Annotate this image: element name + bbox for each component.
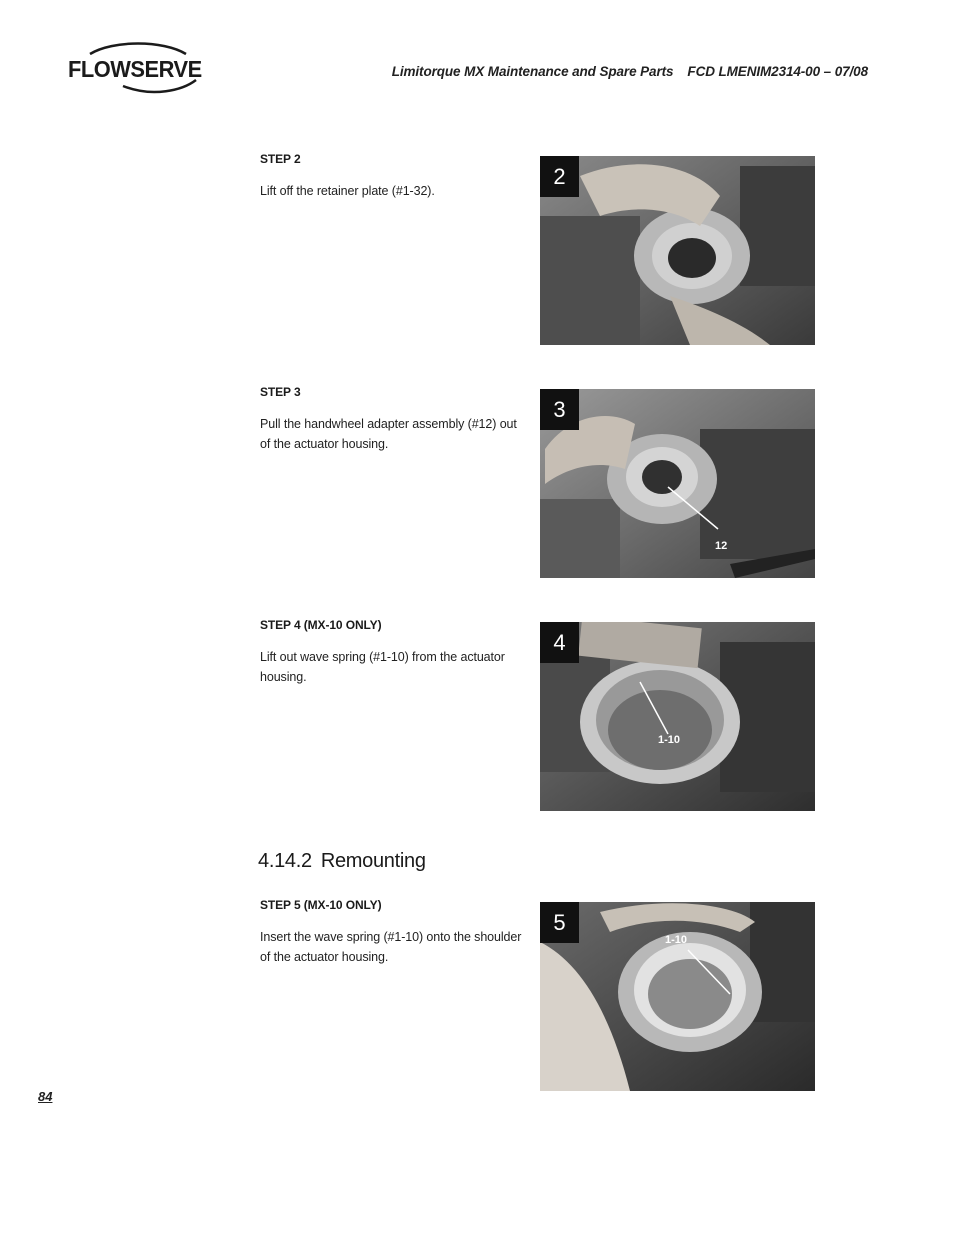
step-4-callout: 1-10 [658,734,681,746]
step-3-photo-number: 3 [540,389,579,430]
step-5-heading: STEP 5 (MX-10 ONLY) [260,898,382,912]
logo-text: FLOWSERVE [68,56,202,82]
step-2-heading: STEP 2 [260,152,301,166]
step-5-callout: 1-10 [665,934,688,946]
step-2-text: Lift off the retainer plate (#1-32). [260,184,435,198]
section-heading: Remounting [320,850,426,872]
step-5-text: Insert the wave spring (#1-10) onto the shoulder of the actuator housing. [260,930,522,964]
step-5-photo [540,902,815,1091]
flowserve-logo [68,42,208,94]
doc-title: Limitorque MX Maintenance and Spare Parts [391,64,674,79]
step-3-callout: 12 [715,540,728,552]
section-number: 4.14.2 [258,850,312,872]
doc-code: FCD LMENIM2314-00 – 07/08 [687,64,868,79]
step-3-heading: STEP 3 [260,385,301,399]
document-header [392,64,868,79]
step-4-photo [540,622,815,811]
step-4-photo-number: 4 [540,622,579,663]
step-3-text: Pull the handwheel adapter assembly (#12) out of the actuator housing. [260,417,517,451]
step-4-text: Lift out wave spring (#1-10) from the actuator housing. [260,650,505,684]
section-title [258,850,426,873]
step-3-photo [540,389,815,578]
step-5-photo-number: 5 [540,902,579,943]
step-2-photo-number: 2 [540,156,579,197]
page-number: 84 [38,1089,53,1104]
step-2-photo [540,156,815,345]
step-4-heading: STEP 4 (MX-10 ONLY) [260,618,382,632]
